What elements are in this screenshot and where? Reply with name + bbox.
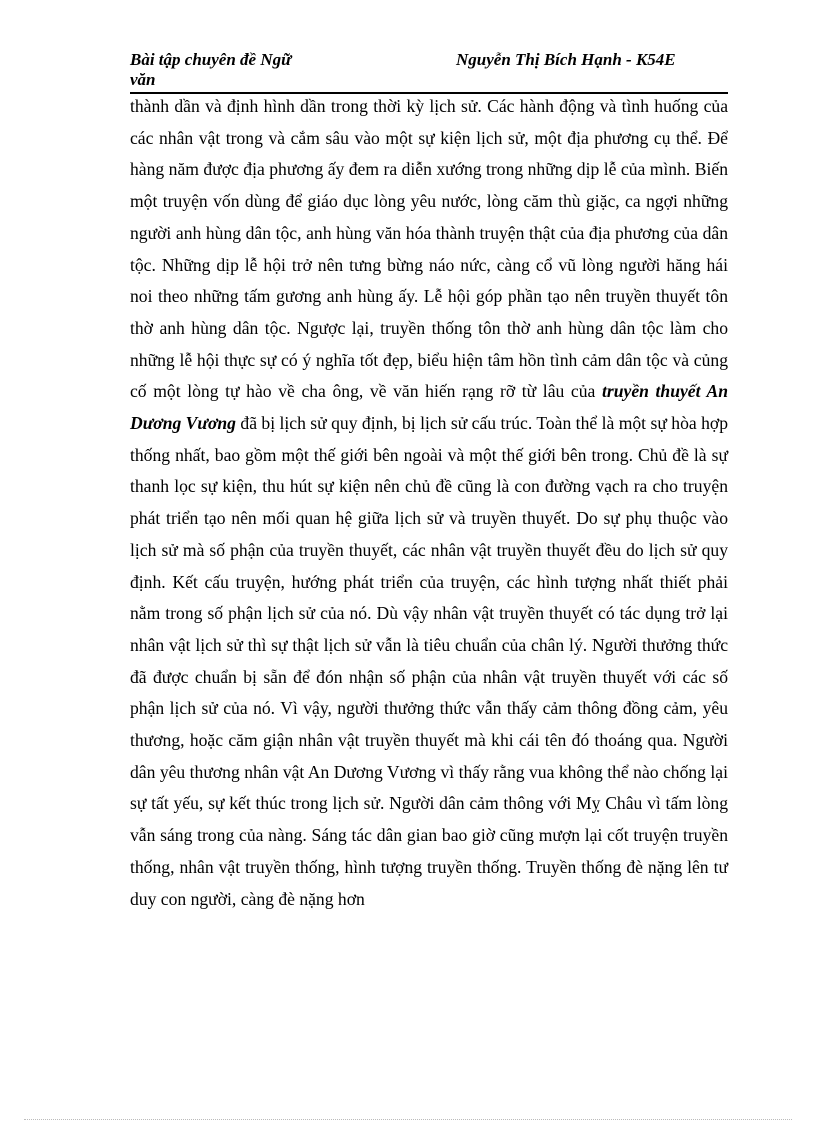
page-header <box>130 50 728 94</box>
header-course-title: Bài tập chuyên đề Ngữ văn <box>130 50 292 89</box>
paragraph-text-start: thành dần và định hình dần trong thời kỳ lịch sử. Các hành động và tình huống của các nhân vật trong và cắm sâu vào một sự kiện lịch sử, một địa phương cụ thể. Để hàng năm được địa phương ấy đem ra diễn xướng trong những dịp lễ của mình. Biến một truyện vốn dùng để giáo dục lòng yêu nước, lòng căm thù giặc, ca ngợi những người anh hùng dân tộc, anh hùng văn hóa thành truyện thật của địa phương của dân tộc. Những dịp lễ hội trở nên tưng bừng náo nức, càng cổ vũ lòng người hăng hái noi theo những tấm gương anh hùng ấy. Lễ hội góp phần tạo nên truyền thuyết tôn thờ anh hùng dân tộc. Ngược lại, truyền thống tôn thờ anh hùng dân tộc làm cho những lễ hội thực sự có ý nghĩa tốt đẹp, biểu hiện tâm hồn tình cảm dân tộc và củng cố một lòng tự hào về cha ông, về văn hiến rạng rỡ từ lâu của <box>130 96 728 402</box>
header-author: Nguyễn Thị Bích Hạnh - K54E <box>456 50 676 69</box>
emphasized-title: truyền thuyết An Dương Vương <box>130 381 728 434</box>
body-text <box>130 91 728 915</box>
page-bottom-edge <box>24 1119 792 1120</box>
paragraph-text-end: đã bị lịch sử quy định, bị lịch sử cấu trúc. Toàn thể là một sự hòa hợp thống nhất, bao gồm một thế giới bên ngoài và một thế giới bên trong. Chủ đề là sự thanh lọc sự kiện, thu hút sự kiện nên chủ đề cũng là con đường vạch ra cho truyện phát triển tạo nên mối quan hệ giữa lịch sử và truyền thuyết. Do sự phụ thuộc vào lịch sử mà số phận của truyền thuyết, các nhân vật truyền thuyết đều do lịch sử quy định. Kết cấu truyện, hướng phát triển của truyện, các hình tượng nhất thiết phải nằm trong số phận lịch sử của nó. Dù vậy nhân vật truyền thuyết có tác dụng trở lại nhân vật lịch sử thì sự thật lịch sử vẫn là tiêu chuẩn của chân lý. Người thưởng thức đã được chuẩn bị sẵn để đón nhận số phận của nhân vật truyền thuyết với các số phận lịch sử của nó. Vì vậy, người thưởng thức vẫn thấy cảm thông đồng cảm, yêu thương, hoặc căm giận nhân vật truyền thuyết mà khi cái tên đó thoáng qua. Người dân yêu thương nhân vật An Dương Vương vì thấy rằng vua không thể nào chống lại sự tất yếu, sự kết thúc trong lịch sử. Người dân cảm thông với Mỵ Châu vì tấm lòng vẫn sáng trong của nàng. Sáng tác dân gian bao giờ cũng mượn lại cốt truyện truyền thống, nhân vật truyền thống, hình tượng truyền thống. Truyền thống đè nặng lên tư duy con người, càng đè nặng hơn <box>130 413 728 909</box>
body-paragraph <box>130 91 728 915</box>
